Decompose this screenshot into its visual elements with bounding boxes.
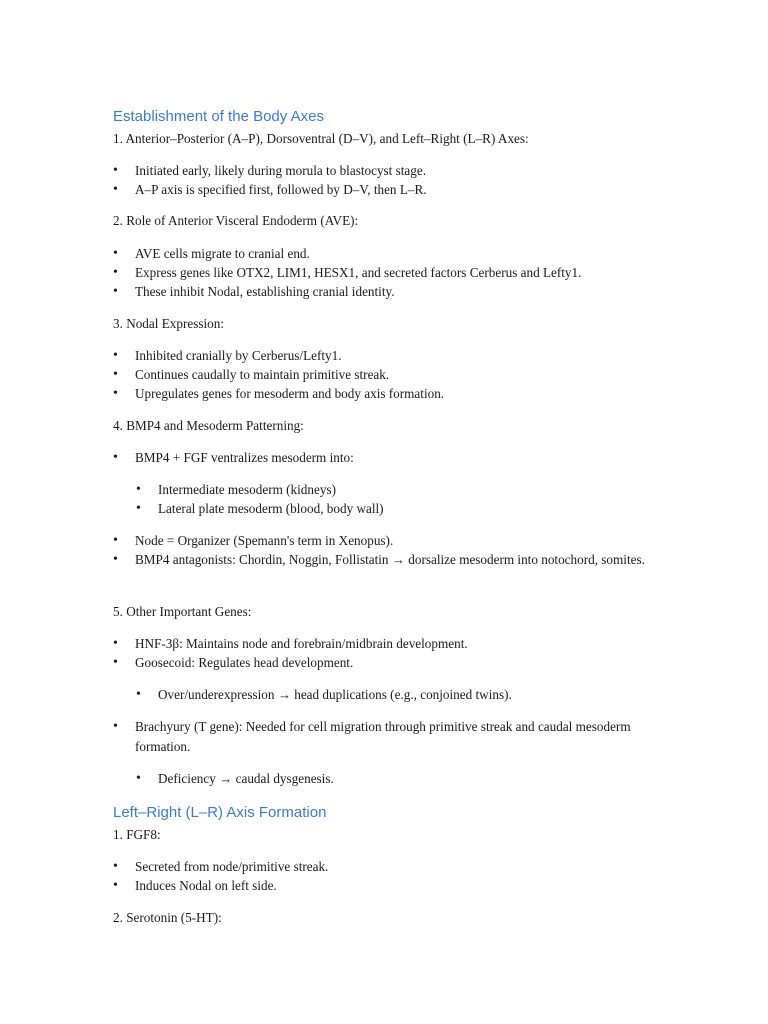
list-item-text: Over/underexpression → head duplications (e.g., conjoined twins). [158,687,512,702]
bullet-icon: • [113,533,118,548]
paragraph-fgf8: 1. FGF8: [113,827,161,842]
bullet-icon: • [113,655,118,670]
list-item-text: Goosecoid: Regulates head development. [135,655,354,670]
paragraph-bmp4: 4. BMP4 and Mesoderm Patterning: [113,418,304,433]
bullet-icon: • [113,859,118,874]
bullet-icon: • [113,367,118,382]
list-item-text: Secreted from node/primitive streak. [135,859,329,874]
bullet-icon: • [113,348,118,363]
bullet-icon: • [113,878,118,893]
paragraph-ave: 2. Role of Anterior Visceral Endoderm (AVE): [113,213,359,228]
bullet-icon: • [113,450,118,465]
bullet-icon: • [136,687,141,702]
bullet-icon: • [113,719,118,734]
list-item-text: Node = Organizer (Spemann's term in Xenopus). [135,533,394,548]
list-item-text: AVE cells migrate to cranial end. [135,246,310,261]
section-heading-lr-axis: Left–Right (L–R) Axis Formation [113,804,327,821]
list-item-text: Induces Nodal on left side. [135,878,277,893]
paragraph-serotonin: 2. Serotonin (5-HT): [113,910,222,925]
bullet-icon: • [113,246,118,261]
list-item-text: HNF-3β: Maintains node and forebrain/midbrain development. [135,636,468,651]
list-item-text: Continues caudally to maintain primitive streak. [135,367,390,382]
bullet-icon: • [113,163,118,178]
list-item-text: Express genes like OTX2, LIM1, HESX1, and secreted factors Cerberus and Lefty1. [135,265,582,280]
bullet-icon: • [113,552,118,567]
list-item-text: Initiated early, likely during morula to blastocyst stage. [135,163,427,178]
bullet-icon: • [136,771,141,786]
list-item-text: Intermediate mesoderm (kidneys) [158,482,336,497]
section-heading-body-axes: Establishment of the Body Axes [113,108,324,125]
bullet-icon: • [136,482,141,497]
list-item-text: BMP4 antagonists: Chordin, Noggin, Follistatin → dorsalize mesoderm into notochord, somites. [135,552,645,567]
bullet-icon: • [113,265,118,280]
list-item-text: BMP4 + FGF ventralizes mesoderm into: [135,450,354,465]
paragraph-nodal: 3. Nodal Expression: [113,316,224,331]
list-item-text: Lateral plate mesoderm (blood, body wall) [158,501,384,516]
list-item-text: These inhibit Nodal, establishing cranial identity. [135,284,395,299]
bullet-icon: • [113,386,118,401]
bullet-icon: • [136,501,141,516]
list-item-text: Inhibited cranially by Cerberus/Lefty1. [135,348,342,363]
paragraph-other-genes: 5. Other Important Genes: [113,604,252,619]
bullet-icon: • [113,284,118,299]
list-item-text: A–P axis is specified first, followed by D–V, then L–R. [135,182,427,197]
paragraph-axes-intro: 1. Anterior–Posterior (A–P), Dorsoventral (D–V), and Left–Right (L–R) Axes: [113,131,529,146]
list-item-text: Upregulates genes for mesoderm and body axis formation. [135,386,445,401]
list-item-text: Brachyury (T gene): Needed for cell migration through primitive streak and caudal mesoderm formation. [135,719,631,754]
list-item-text: Deficiency → caudal dysgenesis. [158,771,334,786]
bullet-icon: • [113,636,118,651]
bullet-icon: • [113,182,118,197]
